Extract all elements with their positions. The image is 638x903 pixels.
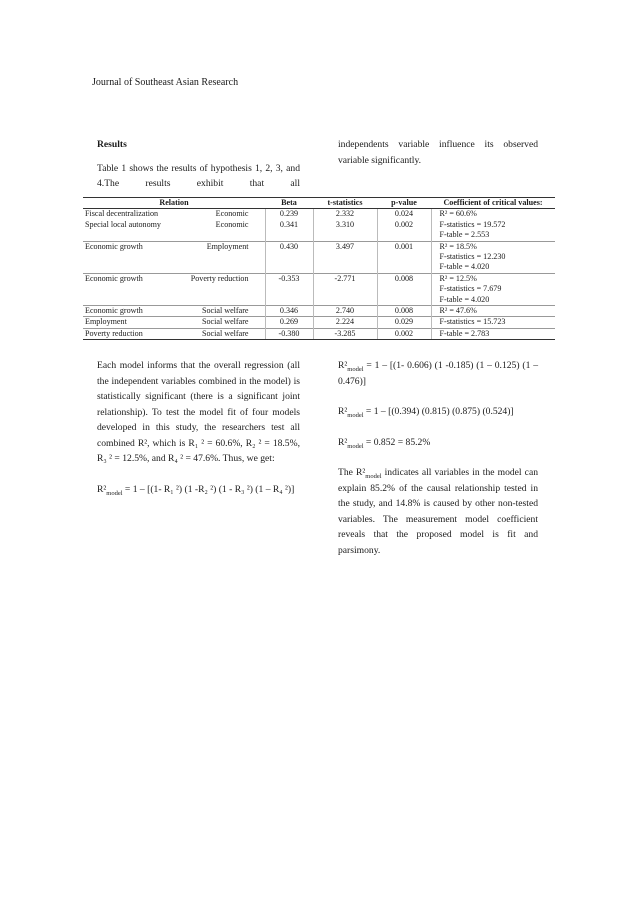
intro-left-column: [97, 137, 300, 192]
relation-to: Social welfare: [201, 306, 249, 316]
cell-relation: [83, 273, 265, 284]
cell-t-statistics: [313, 230, 377, 241]
cell-p-value: 0.029: [377, 317, 431, 328]
table-row: [83, 209, 555, 220]
cell-relation: [83, 284, 265, 294]
relation-to: Poverty reduction: [190, 273, 249, 283]
table-row: [83, 284, 555, 294]
model-paragraph: Each model informs that the overall regression (all the independent variables combined in the model) is statistically significant (there is a significant joint relationship). To test the model fit of four models developed in this study, the researchers test all combined R², which is R₁ ² = 60.6%, R₂ ² = 18.5%, R₃ ² = 12.5%, and R₄ ² = 47.6%. Thus, we get:: [97, 360, 300, 464]
cell-coefficient: F-table = 2.783: [431, 328, 555, 339]
cell-relation: [83, 295, 265, 306]
relation-to: Social welfare: [201, 317, 249, 327]
cell-p-value: [377, 262, 431, 273]
formula-general: $R^2_{model} = 1 - [(1-$ R₁ ²) (1 -R₂ ²) (1 - R₃ ²) (1 – R₄ ²)]: [97, 483, 295, 497]
table-row: [83, 241, 555, 252]
cell-p-value: [377, 284, 431, 294]
relation-to: Social welfare: [201, 328, 249, 338]
cell-beta: 0.239: [265, 209, 313, 220]
cell-coefficient: F-statistics = 7.679: [431, 284, 555, 294]
relation-to: Economic: [215, 209, 249, 219]
table-row: [83, 262, 555, 273]
cell-beta: [265, 252, 313, 262]
cell-coefficient: F-statistics = 15.723: [431, 317, 555, 328]
body-left-column: [97, 358, 300, 497]
header-beta: Beta: [265, 198, 313, 209]
header-t-statistics: t-statistics: [313, 198, 377, 209]
cell-coefficient: F-table = 2.553: [431, 230, 555, 241]
header-relation: Relation: [83, 198, 265, 209]
cell-relation: [83, 328, 265, 339]
cell-coefficient: F-statistics = 12.230: [431, 252, 555, 262]
cell-relation: [83, 306, 265, 317]
table-header-row: [83, 198, 555, 209]
cell-t-statistics: 2.224: [313, 317, 377, 328]
cell-relation: [83, 252, 265, 262]
table-row: [83, 230, 555, 241]
cell-relation: [83, 209, 265, 220]
relation-from: Economic growth: [85, 241, 143, 251]
body-right-column: [338, 358, 538, 558]
relation-from: Poverty reduction: [85, 328, 143, 338]
intro-paragraph-continued: independents variable influence its observed variable significantly.: [338, 139, 538, 166]
cell-p-value: [377, 252, 431, 262]
cell-relation: [83, 262, 265, 273]
relation-from: Employment: [85, 317, 127, 327]
cell-t-statistics: 3.497: [313, 241, 377, 252]
cell-p-value: 0.024: [377, 209, 431, 220]
cell-p-value: 0.008: [377, 273, 431, 284]
cell-t-statistics: [313, 252, 377, 262]
relation-from: Economic growth: [85, 306, 143, 316]
relation-from: Economic growth: [85, 273, 143, 283]
cell-t-statistics: 2.332: [313, 209, 377, 220]
cell-t-statistics: [313, 295, 377, 306]
relation-from: Fiscal decentralization: [85, 209, 159, 219]
cell-beta: 0.346: [265, 306, 313, 317]
relation-to: Employment: [206, 241, 249, 251]
cell-t-statistics: 2.740: [313, 306, 377, 317]
cell-coefficient: R² = 60.6%: [431, 209, 555, 220]
cell-coefficient: F-table = 4.020: [431, 295, 555, 306]
relation-from: Special local autonomy: [85, 219, 161, 229]
cell-relation: [83, 220, 265, 230]
cell-p-value: [377, 295, 431, 306]
cell-beta: 0.341: [265, 220, 313, 230]
cell-coefficient: F-statistics = 19.572: [431, 220, 555, 230]
table-row: [83, 252, 555, 262]
cell-p-value: [377, 230, 431, 241]
table-row: [83, 220, 555, 230]
intro-paragraph: Table 1 shows the results of hypothesis 1, 2, 3, and 4.The results exhibit that all: [97, 162, 300, 189]
cell-p-value: 0.002: [377, 328, 431, 339]
table-body: [83, 209, 555, 340]
cell-beta: [265, 262, 313, 273]
table-row: [83, 317, 555, 328]
cell-coefficient: R² = 47.6%: [431, 306, 555, 317]
cell-t-statistics: [313, 262, 377, 273]
conclusion-paragraph: The $R^2_{model}$ indicates all variables in the model can explain 85.2% of the causal relationship tested in the study, and 14.8% is caused by other non-tested variables. The measurement model coefficient reveals that the proposed model is fit and parsimony.: [338, 467, 538, 556]
cell-coefficient: R² = 12.5%: [431, 273, 555, 284]
table-row: [83, 328, 555, 339]
cell-relation: [83, 241, 265, 252]
cell-coefficient: R² = 18.5%: [431, 241, 555, 252]
cell-p-value: 0.002: [377, 220, 431, 230]
table-row: [83, 273, 555, 284]
cell-t-statistics: -3.285: [313, 328, 377, 339]
cell-beta: 0.430: [265, 241, 313, 252]
relation-to: Economic: [215, 219, 249, 229]
table-row: [83, 295, 555, 306]
section-heading: Results: [97, 139, 127, 150]
cell-beta: [265, 230, 313, 241]
table-row: [83, 306, 555, 317]
cell-p-value: 0.008: [377, 306, 431, 317]
cell-relation: [83, 317, 265, 328]
equation-3: $R^2_{model} = 0.852 = 85.2\%$: [338, 436, 431, 450]
equation-2: $R^2_{model} = 1 - [(0.394)$ (0.815) (0.875) (0.524)]: [338, 406, 514, 419]
cell-beta: [265, 284, 313, 294]
intro-right-column: [338, 137, 538, 168]
cell-beta: -0.353: [265, 273, 313, 284]
equation-1: $R^2_{model} = 1 - [(1-$ 0.606) (1 -0.185) (1 – 0.125) (1 – 0.476)]: [338, 360, 538, 387]
header-coefficient: Coefficient of critical values:: [431, 198, 555, 209]
results-table: [83, 197, 555, 340]
cell-beta: 0.269: [265, 317, 313, 328]
cell-t-statistics: -2.771: [313, 273, 377, 284]
cell-beta: [265, 295, 313, 306]
cell-coefficient: F-table = 4.020: [431, 262, 555, 273]
journal-title: Journal of Southeast Asian Research: [92, 77, 239, 88]
cell-t-statistics: [313, 284, 377, 294]
header-p-value: p-value: [377, 198, 431, 209]
cell-beta: -0.380: [265, 328, 313, 339]
cell-relation: [83, 230, 265, 241]
cell-p-value: 0.001: [377, 241, 431, 252]
cell-t-statistics: 3.310: [313, 220, 377, 230]
